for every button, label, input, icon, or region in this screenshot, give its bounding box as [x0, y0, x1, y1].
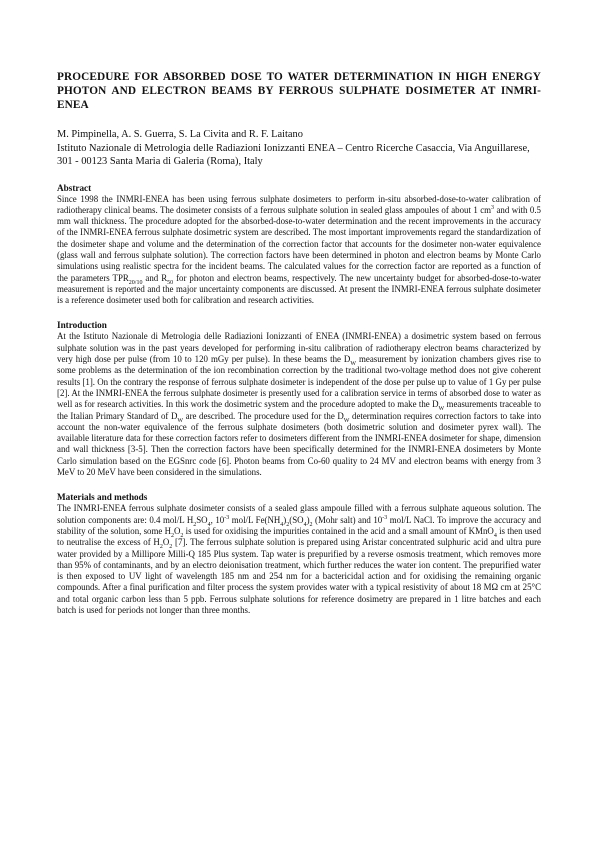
author-list: M. Pimpinella, A. S. Guerra, S. La Civita and R. F. Laitano — [57, 129, 303, 140]
affiliation: Istituto Nazionale di Metrologia delle Radiazioni Ionizzanti ENEA – Centro Ricerche Casaccia, Via Anguillarese, 301 - 00123 Santa Maria di Galeria (Roma), Italy — [57, 142, 530, 167]
paper-page — [57, 70, 541, 616]
methods-text: The INMRI-ENEA ferrous sulphate dosimeter consists of a sealed glass ampoule filled with a ferrous sulphate aqueous solution. The solution components are: 0.4 mol/L $H_2SO_4$, $10^{-3}$ mol/L $Fe(NH_4)_2(SO_4)_2$ (Mohr salt) and $10^{-3}$ mol/L NaCl. To improve the accuracy and stability of the solution, some $H_2O_2$ is used for oxidising the impurities contained in the acid and a small amount of KMnO$_4$ is then used to neutralise the excess of $H_2O_2$ [7]. The ferrous sulphate solution is prepared using Aristar concentrated sulphuric acid and ultra pure water provided by a Millipore Milli-Q 185 Plus system. Tap water is prepurified by a reverse osmosis treatment, which removes more than 95% of contaminants, and by an electro deionisation treatment, which further reduces the water ion content. The prepurified water is then exposed to UV light of wavelength 185 nm and 254 nm for a bactericidal action and for oxidising the remaining organic compounds. After a final purification and filter process the system provides water with a typical resistivity of about 18 MΩ cm at 25°C and total organic carbon less than 5 ppb. Ferrous sulphate solutions for reference dosimetry are prepared in 1 litre batches and each batch is used for periods not longer than three months. — [57, 503, 542, 615]
introduction-text: At the Istituto Nazionale di Metrologia delle Radiazioni Ionizzanti of ENEA (INMRI-ENEA) a dosimetric system based on ferrous sulphate solution was in the past years developed for performing in-situ calibration of radiotherapy electron beams characterized by very high dose per pulse (from 10 to 120 mGy per pulse). In these beams the $D_W$ measurement by ionization chambers gives rise to some problems as the determination of the ion recombination correction by the traditional two-voltage method does not give coherent results [1]. On the contrary the response of ferrous sulphate dosimeter is independent of the dose per pulse up to value of 1 Gy per pulse [2]. At the INMRI-ENEA the ferrous sulphate dosimeter is presently used for a calibration service in terms of absorbed dose to water as well as for research activities. In this work the dosimetric system and the procedure adopted to make the $D_W$ measurements traceable to the Italian Primary Standard of $D_W$ are described. The procedure used for the $D_W$ determination requires correction factors to take into account the non-water equivalence of the ferrous sulphate dosimeters (both dosimetric solution and dosimeter pyrex wall). The available literature data for these correction factors refer to dosimeters different from the INMRI-ENEA dosimeter for shape, dimension and wall thickness [3-5]. Then the correction factors have been specifically determined for the INMRI-ENEA dosimeters by Monte Carlo simulation based on the EGSnrc code [6]. Photon beams from Co-60 quality to 24 MV and electron beams with energy from 3 MeV to 20 MeV have been considered in the simulations. — [57, 331, 542, 478]
paper-title: PROCEDURE FOR ABSORBED DOSE TO WATER DETERMINATION IN HIGH ENERGY PHOTON AND ELECTRON BEAMS BY FERROUS SULPHATE DOSIMETER AT INMRI-ENEA — [57, 71, 541, 111]
abstract-text: Since 1998 the INMRI-ENEA has been using ferrous sulphate dosimeters to perform in-situ absorbed-dose-to-water calibration of radiotherapy clinical beams. The dosimeter consists of a ferrous sulphate solution in sealed glass ampoules of about 1 $cm^3$ and with 0.5 mm wall thickness. The procedure adopted for the absorbed-dose-to-water determination and the recent improvements in the accuracy of the INMRI-ENEA ferrous sulphate dosimetric system are described. The most important improvements regard the standardization of the dosimeter shape and volume and the determination of the correction factor that accounts for the dosimeter non-water equivalence (glass wall and ferrous sulphate solution). The correction factors have been determined in photon and electron beams by Monte Carlo simulations using realistic spectra for the incident beams. The calculated values for the correction factor are reported as a function of the parameters $TPR_{20/10}$ and $R_{50}$ for photon and electron beams, respectively. The new uncertainty budget for absorbed-dose-to-water measurement is reported and the major uncertainty components are discussed. At present the INMRI-ENEA ferrous sulphate dosimeter is a reference dosimeter used both for calibration and research activities. — [57, 193, 542, 306]
introduction-heading: Introduction — [57, 320, 107, 331]
methods-heading: Materials and methods — [57, 492, 148, 503]
abstract-heading: Abstract — [57, 182, 92, 193]
